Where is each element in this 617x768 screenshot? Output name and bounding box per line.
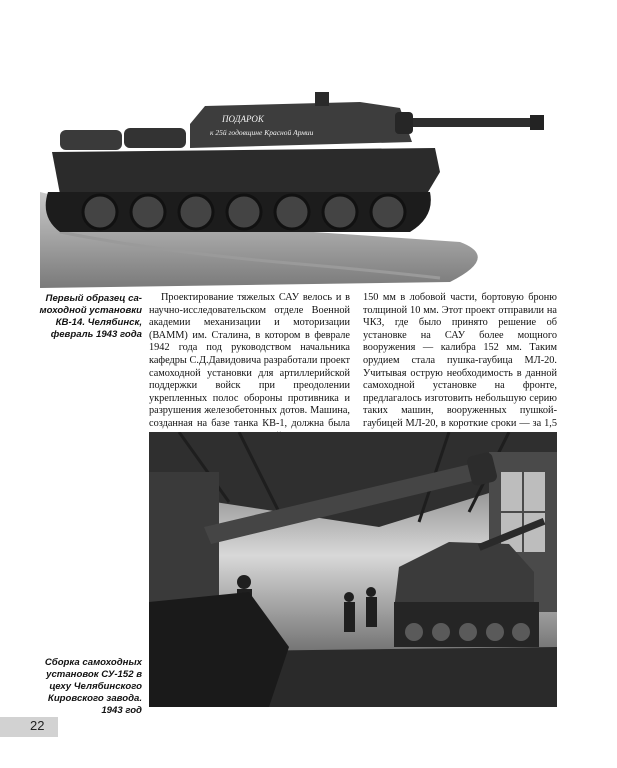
article-paragraph: Проектирование тяжелых САУ велось и в научно-исследовательском отделе Военной академии механизации и моторизации (ВАММ) им. Сталина, в котором в феврале 1942 года под руководством начальника кафедры С.Д.Давидовича разработали проект самоходной установки для артиллерийской поддержки войск при преодолении укрепленных полос обороны противника и разрушения железобетонных дотов. Машина, созданная на базе танка КВ-1, должна была (149, 292, 350, 429)
tank-casemate (190, 102, 412, 148)
su152-assembly-image (149, 432, 557, 707)
tank-hull (52, 148, 440, 194)
photo2-caption: Сборка самоходных установок СУ-152 в цеху Челябинского Кировского завода. 1943 год (44, 657, 142, 716)
page-number-tab (0, 717, 58, 737)
road-wheel (323, 195, 357, 229)
su152-assembly-photo (149, 432, 557, 707)
article-paragraph: 150 мм в лобовой части, бортовую броню толщиной 10 мм. Этот проект отправили на ЧКЗ, где было принято решение об установке на САУ более мощного вооружения — калибра 152 мм. Таким орудием стала пушка-гаубица МЛ-20. Учитывая острую необходимость в данной самоходной установке на фронте, предлагалось изготовить небольшую серию таких машин, вооруженных пушкой-гаубицей МЛ-20, в короткие сроки — за 1,5 (363, 292, 557, 429)
road-wheel (131, 195, 165, 229)
road-wheel (179, 195, 213, 229)
kv14-photo (40, 42, 557, 288)
kv14-photo-image (40, 42, 557, 288)
road-wheel (227, 195, 261, 229)
hull-slogan-line2: к 25й годовщине Красной Армии (210, 128, 314, 137)
road-wheel (275, 195, 309, 229)
photo1-caption: Первый образец са- моходной установки КВ-14. Челябинск, февраль 1943 года (39, 293, 142, 340)
page-number: 22 (30, 718, 45, 733)
hull-slogan-line1: ПОДАРОК (222, 114, 264, 124)
muzzle-brake (530, 115, 544, 130)
gun-barrel (400, 118, 540, 127)
road-wheel (371, 195, 405, 229)
road-wheel (83, 195, 117, 229)
